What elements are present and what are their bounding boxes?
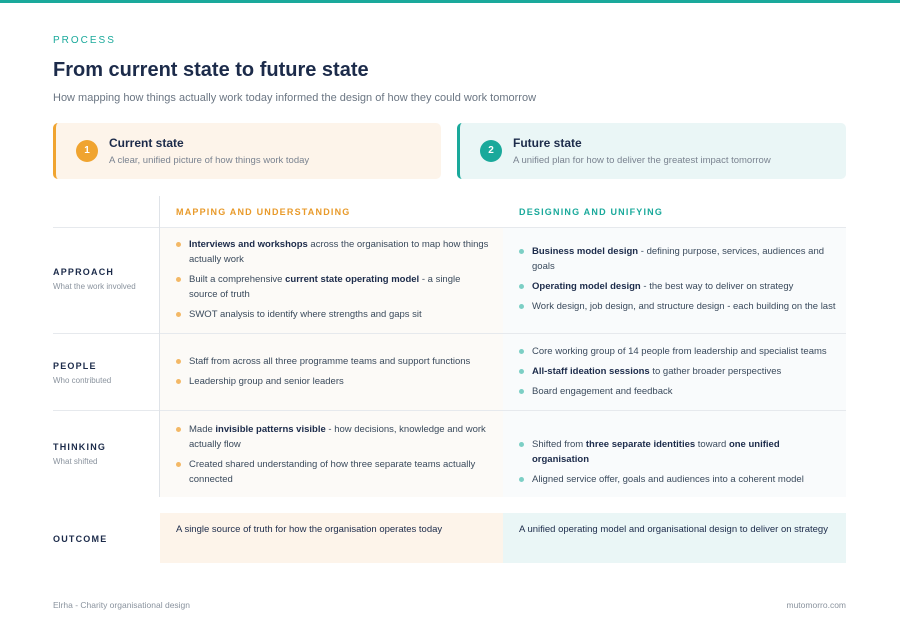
list-item: Staff from across all three programme teams and support functions (176, 354, 491, 369)
card-subtitle: A clear, unified picture of how things work today (109, 155, 310, 166)
list-item: Made invisible patterns visible - how decisions, knowledge and work actually flow (176, 422, 491, 452)
card-title: Future state (513, 136, 582, 150)
card-title: Current state (109, 136, 184, 150)
row-title: APPROACH (53, 267, 115, 277)
list-item: All-staff ideation sessions to gather broader perspectives (519, 364, 837, 379)
people-designing-list (519, 344, 837, 404)
list-item: Built a comprehensive current state operating model - a single source of truth (176, 272, 491, 302)
row-label-thinking (53, 442, 106, 466)
list-item: Core working group of 14 people from leadership and specialist teams (519, 344, 837, 359)
approach-mapping-list (176, 237, 491, 327)
current-state-card (53, 123, 441, 179)
outcome-current: A single source of truth for how the organisation operates today (160, 513, 503, 563)
row-label-outcome (53, 534, 107, 544)
page-subtitle: How mapping how things actually work today informed the design of how they could work tomorrow (53, 92, 537, 104)
footer-project-name: Elrha - Charity organisational design (53, 600, 191, 610)
row-divider (53, 227, 846, 228)
row-title: THINKING (53, 442, 107, 452)
list-item: Created shared understanding of how three separate teams actually connected (176, 457, 491, 487)
future-state-card (457, 123, 846, 179)
row-subtitle: Who contributed (53, 376, 112, 385)
row-label-people (53, 361, 111, 385)
list-item: Shifted from three separate identities toward one unified organisation (519, 437, 837, 467)
step-number-badge: 1 (76, 140, 98, 162)
column-divider (159, 196, 160, 497)
row-label-approach (53, 267, 136, 291)
list-item: Leadership group and senior leaders (176, 374, 491, 389)
row-subtitle: What shifted (53, 457, 98, 466)
row-divider (53, 410, 846, 411)
people-mapping-list (176, 354, 491, 394)
row-divider (53, 333, 846, 334)
thinking-mapping-list (176, 422, 491, 492)
row-title: PEOPLE (53, 361, 97, 371)
outcome-future: A unified operating model and organisational design to deliver on strategy (503, 513, 846, 563)
list-item: Business model design - defining purpose, services, audiences and goals (519, 244, 837, 274)
row-title: OUTCOME (53, 534, 108, 544)
card-subtitle: A unified plan for how to deliver the greatest impact tomorrow (513, 155, 771, 166)
footer-website: mutomorro.com (786, 600, 846, 610)
column-header-designing: DESIGNING AND UNIFYING (519, 207, 664, 217)
row-subtitle: What the work involved (53, 282, 136, 291)
list-item: Operating model design - the best way to deliver on strategy (519, 279, 837, 294)
list-item: Interviews and workshops across the organisation to map how things actually work (176, 237, 491, 267)
list-item: SWOT analysis to identify where strengths and gaps sit (176, 307, 491, 322)
page-title: From current state to future state (53, 59, 369, 81)
thinking-designing-list (519, 437, 837, 492)
eyebrow-label: PROCESS (53, 35, 116, 46)
approach-designing-list (519, 244, 837, 319)
column-header-mapping: MAPPING AND UNDERSTANDING (176, 207, 351, 217)
top-accent-bar (0, 0, 900, 3)
step-number-badge: 2 (480, 140, 502, 162)
list-item: Board engagement and feedback (519, 384, 837, 399)
list-item: Work design, job design, and structure design - each building on the last (519, 299, 837, 314)
list-item: Aligned service offer, goals and audiences into a coherent model (519, 472, 837, 487)
